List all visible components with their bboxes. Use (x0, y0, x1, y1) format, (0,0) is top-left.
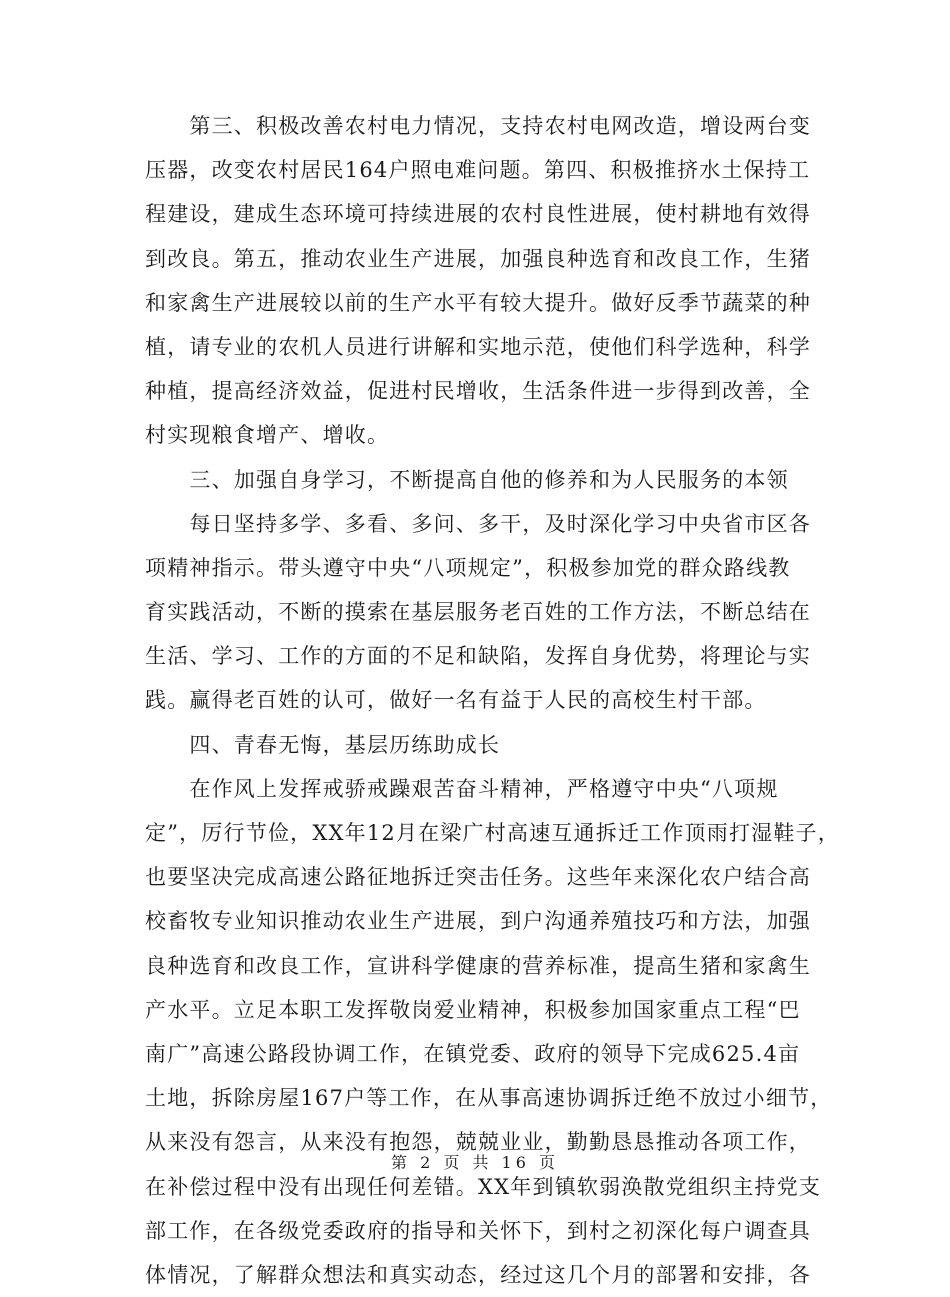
text-line: 种植，提高经济效益，促进村民增收，生活条件进一步得到改善，全 (145, 379, 811, 404)
text-line: 和家禽生产进展较以前的生产水平有较大提升。做好反季节蔬菜的种 (145, 290, 811, 315)
text-line: 践。赢得老百姓的认可，做好一名有益于人民的高校生村干部。 (145, 688, 767, 713)
text-line: 从来没有怨言，从来没有抱怨，兢兢业业，勤勤恳恳推动各项工作， (145, 1130, 811, 1155)
text-line: 南广”高速公路段协调工作，在镇党委、政府的领导下完成625.4亩 (145, 1041, 801, 1066)
body-text (145, 104, 840, 1297)
text-line: 压器，改变农村居民164户照电难问题。第四、积极推挤水土保持工 (145, 158, 811, 183)
text-line: 校畜牧专业知识推动农业生产进展，到户沟通养殖技巧和方法，加强 (145, 909, 811, 934)
text-line: 部工作，在各级党委政府的指导和关怀下，到村之初深化每户调查具 (145, 1218, 811, 1243)
text-line: 项精神指示。带头遵守中央“八项规定”，积极参加党的群众路线教 (145, 555, 791, 580)
section-heading: 三、加强自身学习，不断提高自他的修养和为人民服务的本领 (145, 467, 789, 492)
text-line: 在补偿过程中没有出现任何差错。XX年到镇软弱涣散党组织主持党支 (145, 1174, 822, 1199)
text-line: 第三、积极改善农村电力情况，支持农村电网改造，增设两台变 (145, 114, 811, 138)
text-line: 每日坚持多学、多看、多问、多干，及时深化学习中央省市区各 (145, 511, 811, 536)
text-line: 植，请专业的农机人员进行讲解和实地示范，使他们科学选种，科学 (145, 334, 811, 359)
page-number-label: 第 2 页 共 16 页 (391, 1153, 559, 1172)
text-line: 体情况，了解群众想法和真实动态，经过这几个月的部署和安排，各 (145, 1262, 811, 1287)
text-line: 程建设，建成生态环境可持续进展的农村良性进展，使村耕地有效得 (145, 202, 811, 227)
text-line: 土地，拆除房屋167户等工作，在从事高速协调拆迁绝不放过小细节， (145, 1086, 833, 1111)
text-line: 产水平。立足本职工发挥敬岗爱业精神，积极参加国家重点工程“巴 (145, 997, 801, 1022)
text-line: 育实践活动，不断的摸索在基层服务老百姓的工作方法，不断总结在 (145, 600, 811, 625)
section-heading: 四、青春无悔，基层历练助成长 (145, 732, 501, 757)
page-footer (0, 1150, 950, 1173)
text-line: 村实现粮食增产、增收。 (145, 423, 390, 448)
text-line: 良种选育和改良工作，宣讲科学健康的营养标准，提高生猪和家禽生 (145, 953, 811, 978)
text-line: 生活、学习、工作的方面的不足和缺陷，发挥自身优势，将理论与实 (145, 644, 811, 669)
text-line: 定”，厉行节俭，XX年12月在梁广村高速互通拆迁工作顶雨打湿鞋子， (145, 821, 840, 845)
text-line: 到改良。第五，推动农业生产进展，加强良种选育和改良工作，生猪 (145, 246, 811, 271)
text-line: 也要坚决完成高速公路征地拆迁突击任务。这些年来深化农户结合高 (145, 865, 811, 890)
text-line: 在作风上发挥戒骄戒躁艰苦奋斗精神，严格遵守中央“八项规 (145, 776, 779, 801)
